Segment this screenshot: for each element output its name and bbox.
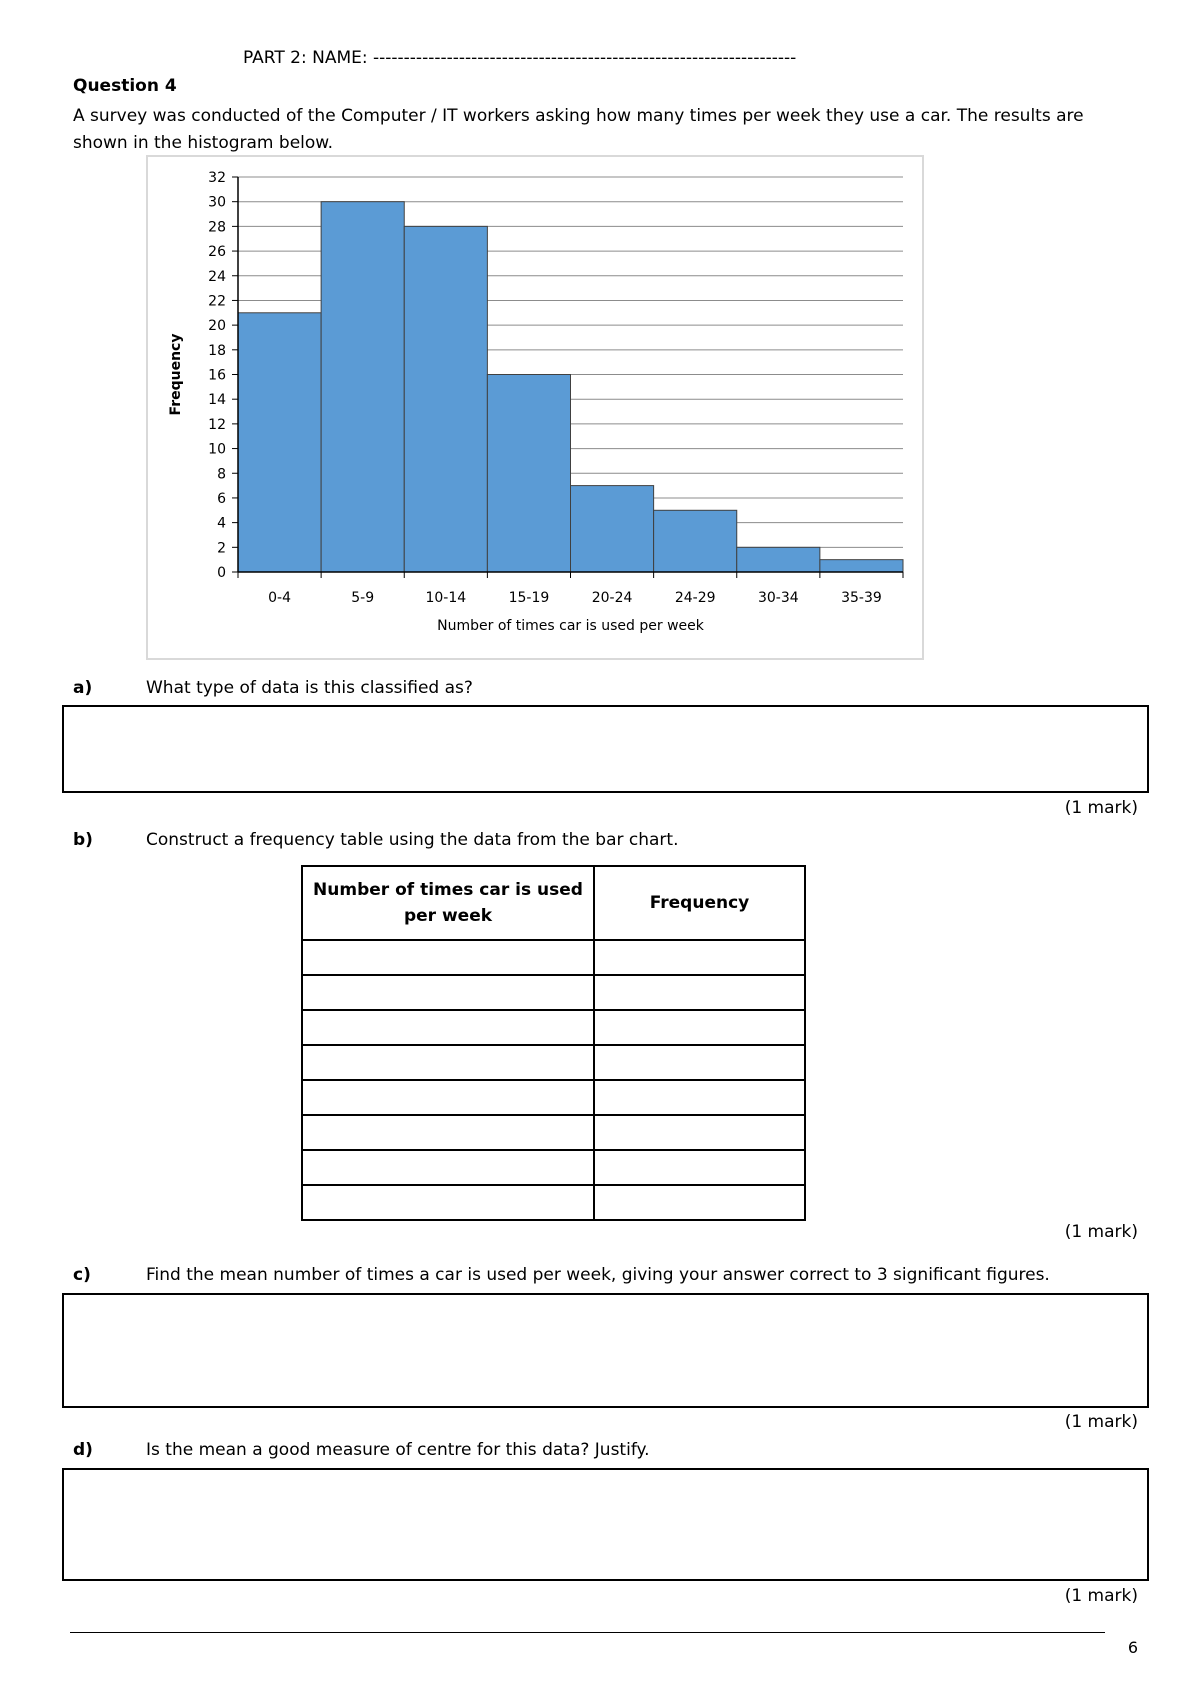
y-tick-label: 26 bbox=[208, 244, 226, 261]
table-cell-frequency[interactable] bbox=[594, 940, 805, 975]
table-cell-frequency[interactable] bbox=[594, 1115, 805, 1150]
table-row bbox=[302, 940, 805, 975]
table-cell-times[interactable] bbox=[302, 1010, 594, 1045]
part-c-question: Find the mean number of times a car is used per week, giving your answer correct to 3 significant figures. bbox=[146, 1265, 1050, 1285]
y-tick-label: 22 bbox=[208, 293, 226, 310]
histogram-bar bbox=[737, 547, 820, 572]
y-tick-label: 14 bbox=[208, 392, 226, 409]
histogram-bar bbox=[820, 560, 903, 572]
histogram-bar bbox=[404, 226, 487, 572]
y-axis-title: Frequency bbox=[168, 333, 184, 416]
x-tick-label: 30-34 bbox=[757, 590, 799, 606]
page-number: 6 bbox=[1127, 1638, 1138, 1657]
question-intro: A survey was conducted of the Computer / IT workers asking how many times per week they use a car. The results are shown in the histogram below. bbox=[73, 106, 1084, 153]
part-d-question: Is the mean a good measure of centre for this data? Justify. bbox=[146, 1440, 650, 1460]
table-cell-times[interactable] bbox=[302, 1115, 594, 1150]
table-row bbox=[302, 1045, 805, 1080]
y-tick-label: 10 bbox=[208, 441, 226, 458]
part-c-answer-box[interactable] bbox=[62, 1293, 1149, 1408]
y-tick-label: 28 bbox=[208, 219, 226, 236]
y-tick-label: 12 bbox=[208, 416, 226, 433]
y-tick-label: 8 bbox=[217, 466, 226, 483]
y-tick-label: 4 bbox=[217, 515, 226, 532]
footer-divider bbox=[70, 1632, 1105, 1633]
y-tick-label: 24 bbox=[208, 268, 226, 285]
x-tick-label: 10-14 bbox=[425, 590, 467, 606]
part-b-question: Construct a frequency table using the data from the bar chart. bbox=[146, 830, 679, 850]
table-cell-frequency[interactable] bbox=[594, 1150, 805, 1185]
part-d-mark: (1 mark) bbox=[1064, 1586, 1138, 1606]
histogram-frame bbox=[146, 155, 924, 660]
y-tick-label: 30 bbox=[208, 194, 226, 211]
x-tick-label: 15-19 bbox=[508, 590, 550, 606]
frequency-table-body bbox=[302, 940, 805, 1220]
part-c-label: c) bbox=[73, 1265, 91, 1285]
histogram-bar bbox=[571, 486, 654, 572]
table-cell-times[interactable] bbox=[302, 940, 594, 975]
part-c-mark: (1 mark) bbox=[1064, 1412, 1138, 1432]
table-cell-frequency[interactable] bbox=[594, 1010, 805, 1045]
histogram-chart bbox=[148, 157, 922, 658]
histogram-bar bbox=[654, 510, 737, 572]
part-a-mark: (1 mark) bbox=[1064, 798, 1138, 818]
y-tick-label: 2 bbox=[217, 540, 226, 557]
table-cell-times[interactable] bbox=[302, 1150, 594, 1185]
table-row bbox=[302, 975, 805, 1010]
table-row bbox=[302, 1150, 805, 1185]
table-row bbox=[302, 1185, 805, 1220]
table-cell-frequency[interactable] bbox=[594, 1080, 805, 1115]
table-header-frequency: Frequency bbox=[594, 866, 805, 940]
part-b-label: b) bbox=[73, 830, 93, 850]
y-tick-label: 20 bbox=[208, 318, 226, 335]
part-d-answer-box[interactable] bbox=[62, 1468, 1149, 1581]
part-a-label: a) bbox=[73, 678, 93, 698]
table-cell-frequency[interactable] bbox=[594, 975, 805, 1010]
frequency-table bbox=[301, 865, 806, 1221]
y-tick-label: 6 bbox=[217, 490, 226, 507]
y-tick-label: 0 bbox=[217, 565, 226, 581]
part-d-label: d) bbox=[73, 1440, 93, 1460]
histogram-bar bbox=[487, 375, 570, 573]
x-tick-label: 24-29 bbox=[674, 590, 716, 606]
question-title: Question 4 bbox=[73, 76, 177, 96]
part-a-question: What type of data is this classified as? bbox=[146, 678, 473, 698]
y-tick-label: 32 bbox=[208, 170, 226, 186]
table-row bbox=[302, 1010, 805, 1045]
table-header-times: Number of times car is used per week bbox=[302, 866, 594, 940]
table-row bbox=[302, 1115, 805, 1150]
table-cell-frequency[interactable] bbox=[594, 1185, 805, 1220]
table-cell-frequency[interactable] bbox=[594, 1045, 805, 1080]
table-cell-times[interactable] bbox=[302, 975, 594, 1010]
histogram-bar bbox=[321, 202, 404, 572]
x-tick-label: 35-39 bbox=[841, 590, 882, 606]
page-header: PART 2: NAME: --------------------------------------------------------------------- bbox=[243, 48, 797, 68]
table-cell-times[interactable] bbox=[302, 1080, 594, 1115]
table-row bbox=[302, 1080, 805, 1115]
histogram-bar bbox=[238, 313, 321, 572]
part-b-mark: (1 mark) bbox=[1064, 1222, 1138, 1242]
y-tick-label: 18 bbox=[208, 342, 226, 359]
x-tick-label: 0-4 bbox=[268, 590, 291, 606]
x-axis-title: Number of times car is used per week bbox=[437, 618, 704, 634]
y-tick-label: 16 bbox=[208, 367, 226, 384]
x-tick-label: 20-24 bbox=[591, 590, 633, 606]
table-cell-times[interactable] bbox=[302, 1185, 594, 1220]
part-a-answer-box[interactable] bbox=[62, 705, 1149, 793]
x-tick-label: 5-9 bbox=[351, 590, 375, 606]
table-cell-times[interactable] bbox=[302, 1045, 594, 1080]
